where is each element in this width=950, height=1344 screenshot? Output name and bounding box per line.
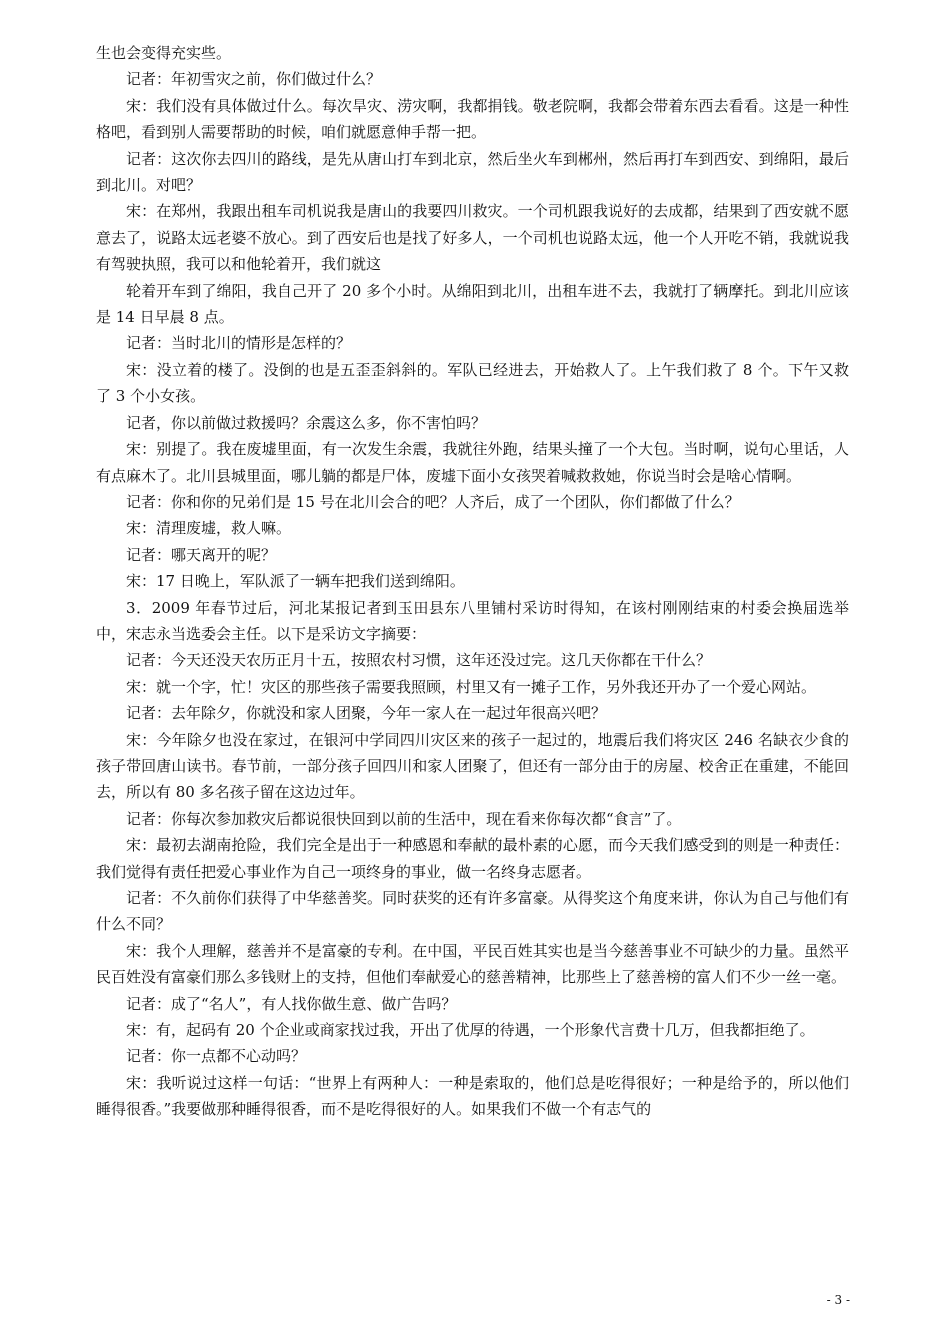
paragraph: 宋：没立着的楼了。没倒的也是五歪歪斜斜的。军队已经进去，开始救人了。上午我们救了 8 个。下午又救了 3 个小女孩。 <box>96 360 849 406</box>
paragraph: 记者：哪天离开的呢？ <box>126 545 277 564</box>
paragraph: 记者，你以前做过救援吗？余震这么多，你不害怕吗？ <box>126 413 487 432</box>
paragraph: 宋：最初去湖南抢险，我们完全是出于一种感恩和奉献的最朴素的心愿，而今天我们感受到的则是一种责任：我们觉得有责任把爱心事业作为自己一项终身的事业，做一名终身志愿者。 <box>96 836 849 881</box>
paragraph: 记者：不久前你们获得了中华慈善奖。同时获奖的还有许多富豪。从得奖这个角度来讲，你认为自己与他们有什么不同？ <box>96 889 849 934</box>
paragraph: 生也会变得充实些。 <box>96 44 232 62</box>
paragraph: 宋：在郑州，我跟出租车司机说我是唐山的我要四川救灾。一个司机跟我说好的去成都，结果到了西安就不愿意去了，说路太远老婆不放心。到了西安后也是找了好多人，一个司机也说路太远，他一个人开吃不销，我就说我有驾驶执照，我可以和他轮着开，我们就这 <box>96 202 849 274</box>
paragraph: 宋：有，起码有 20 个企业或商家找过我，开出了优厚的待遇，一个形象代言费十几万，但我都拒绝了。 <box>126 1021 815 1040</box>
paragraph: 3．2009 年春节过后，河北某报记者到玉田县东八里铺村采访时得知，在该村刚刚结束的村委会换届选举中，宋志永当选委会主任。以下是采访文字摘要： <box>96 598 849 643</box>
paragraph: 记者：成了“名人”，有人找你做生意、做广告吗？ <box>126 994 457 1013</box>
document-body <box>96 40 849 1123</box>
page-number: - 3 - <box>826 1293 850 1307</box>
paragraph: 记者：你和你的兄弟们是 15 号在北川会合的吧？人齐后，成了一个团队，你们都做了什么？ <box>126 492 740 511</box>
paragraph: 宋：我们没有具体做过什么。每次旱灾、涝灾啊，我都捐钱。敬老院啊，我都会带着东西去看看。这是一种性格吧，看到别人需要帮助的时候，咱们就愿意伸手帮一把。 <box>96 96 849 142</box>
paragraph: 记者：去年除夕，你就没和家人团聚，今年一家人在一起过年很高兴吧？ <box>126 704 607 723</box>
paragraph: 记者：今天还没天农历正月十五，按照农村习惯，这年还没过完。这几天你都在干什么？ <box>126 651 712 670</box>
paragraph: 记者：年初雪灾之前，你们做过什么？ <box>126 70 382 89</box>
paragraph: 记者：这次你去四川的路线，是先从唐山打车到北京，然后坐火车到郴州，然后再打车到西安、到绵阳，最后到北川。对吧？ <box>96 149 849 195</box>
paragraph: 轮着开车到了绵阳，我自己开了 20 多个小时。从绵阳到北川，出租车进不去，我就打了辆摩托。到北川应该是 14 日早晨 8 点。 <box>96 281 849 327</box>
paragraph: 宋：今年除夕也没在家过，在银河中学同四川灾区来的孩子一起过的，地震后我们将灾区 246 名缺衣少食的孩子带回唐山读书。春节前，一部分孩子回四川和家人团聚了，但还有一部分由于的房屋、校舍正在重建，不能回去，所以有 80 多名孩子留在这边过年。 <box>96 730 849 802</box>
paragraph: 宋：别提了。我在废墟里面，有一次发生余震，我就往外跑，结果头撞了一个大包。当时啊，说句心里话，人有点麻木了。北川县城里面，哪儿躺的都是尸体，废墟下面小女孩哭着喊救救她，你说当时会是啥心情啊。 <box>96 440 849 485</box>
paragraph: 宋：就一个字，忙！灾区的那些孩子需要我照顾，村里又有一摊子工作，另外我还开办了一个爱心网站。 <box>126 677 817 696</box>
paragraph: 宋：清理废墟，救人嘛。 <box>126 519 292 538</box>
paragraph: 记者：当时北川的情形是怎样的？ <box>126 334 352 353</box>
paragraph: 宋：17 日晚上，军队派了一辆车把我们送到绵阳。 <box>126 572 465 591</box>
paragraph: 记者：你每次参加救灾后都说很快回到以前的生活中，现在看来你每次都“食言”了。 <box>126 809 682 828</box>
paragraph: 宋：我个人理解，慈善并不是富豪的专利。在中国，平民百姓其实也是当今慈善事业不可缺少的力量。虽然平民百姓没有富豪们那么多钱财上的支持，但他们奉献爱心的慈善精神，比那些上了慈善榜的富人们不少一丝一毫。 <box>96 941 849 987</box>
paragraph: 记者：你一点都不心动吗？ <box>126 1047 307 1066</box>
paragraph: 宋：我听说过这样一句话：“世界上有两种人：一种是索取的，他们总是吃得很好；一种是给予的，所以他们睡得很香。”我要做那种睡得很香，而不是吃得很好的人。如果我们不做一个有志气的 <box>96 1073 849 1119</box>
